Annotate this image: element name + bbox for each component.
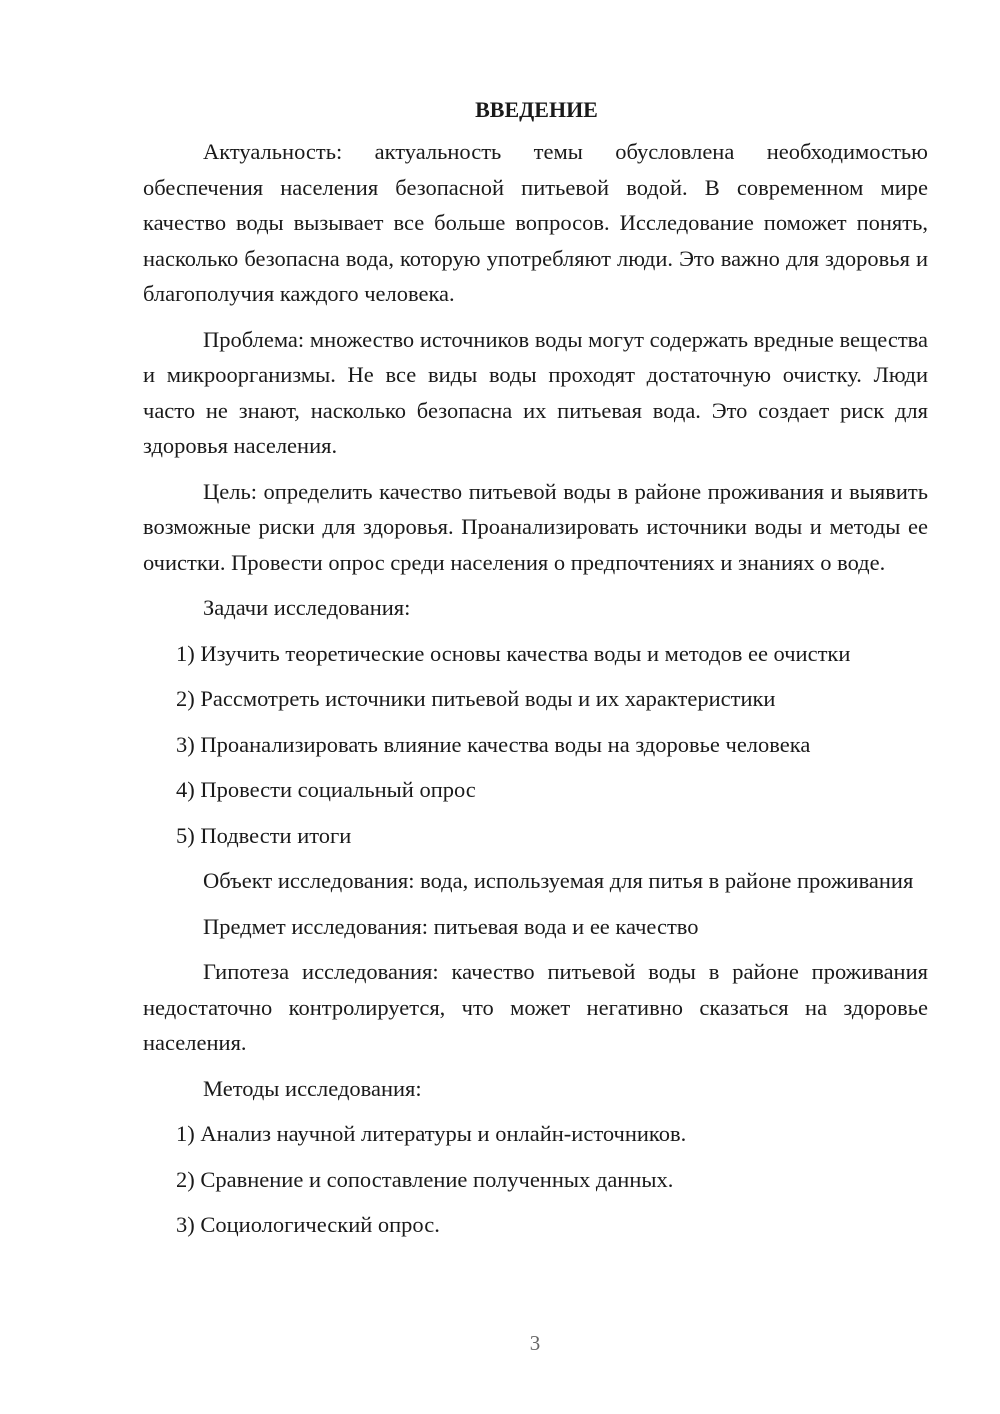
goal-paragraph: Цель: определить качество питьевой воды в районе проживания и выявить возможные риски для здоровья. Проанализировать источники воды и методы ее очистки. Провести опрос среди населения о предпочтениях и знаниях о воде. <box>143 478 928 575</box>
page-title: ВВЕДЕНИЕ <box>475 97 598 122</box>
hypothesis-paragraph: Гипотеза исследования: качество питьевой воды в районе проживания недостаточно контролируется, что может негативно сказаться на здоровье населения. <box>143 959 928 1055</box>
methods-heading: Методы исследования: <box>203 1075 422 1101</box>
task-item-2: 2) Рассмотреть источники питьевой воды и их характеристики <box>176 686 776 711</box>
task-item-4: 4) Провести социальный опрос <box>176 777 476 802</box>
document-page <box>143 92 928 1253</box>
method-item-2: 2) Сравнение и сопоставление полученных данных. <box>176 1166 674 1192</box>
task-item-3: 3) Проанализировать влияние качества воды на здоровье человека <box>176 731 811 757</box>
subject-paragraph: Предмет исследования: питьевая вода и ее качество <box>203 913 699 939</box>
tasks-heading: Задачи исследования: <box>203 595 411 620</box>
task-item-5: 5) Подвести итоги <box>176 822 352 848</box>
task-item-1: 1) Изучить теоретические основы качества воды и методов ее очистки <box>176 640 851 666</box>
page-number: 3 <box>529 1331 541 1355</box>
problem-paragraph: Проблема: множество источников воды могут содержать вредные вещества и микроорганизмы. Не все виды воды проходят достаточную очистку. Люди часто не знают, насколько безопасна их питьевая вода. Это создает риск для здоровья населения. <box>143 326 928 458</box>
object-paragraph: Объект исследования: вода, используемая для питья в районе проживания <box>203 868 914 893</box>
method-item-1: 1) Анализ научной литературы и онлайн-источников. <box>176 1121 687 1146</box>
relevance-paragraph: Актуальность: актуальность темы обусловлена необходимостью обеспечения населения безопасной питьевой водой. В современном мире качество воды вызывает все больше вопросов. Исследование поможет понять, насколько безопасна вода, которую употребляют люди. Это важно для здоровья и благополучия каждого человека. <box>143 139 928 306</box>
method-item-3: 3) Социологический опрос. <box>176 1212 440 1237</box>
